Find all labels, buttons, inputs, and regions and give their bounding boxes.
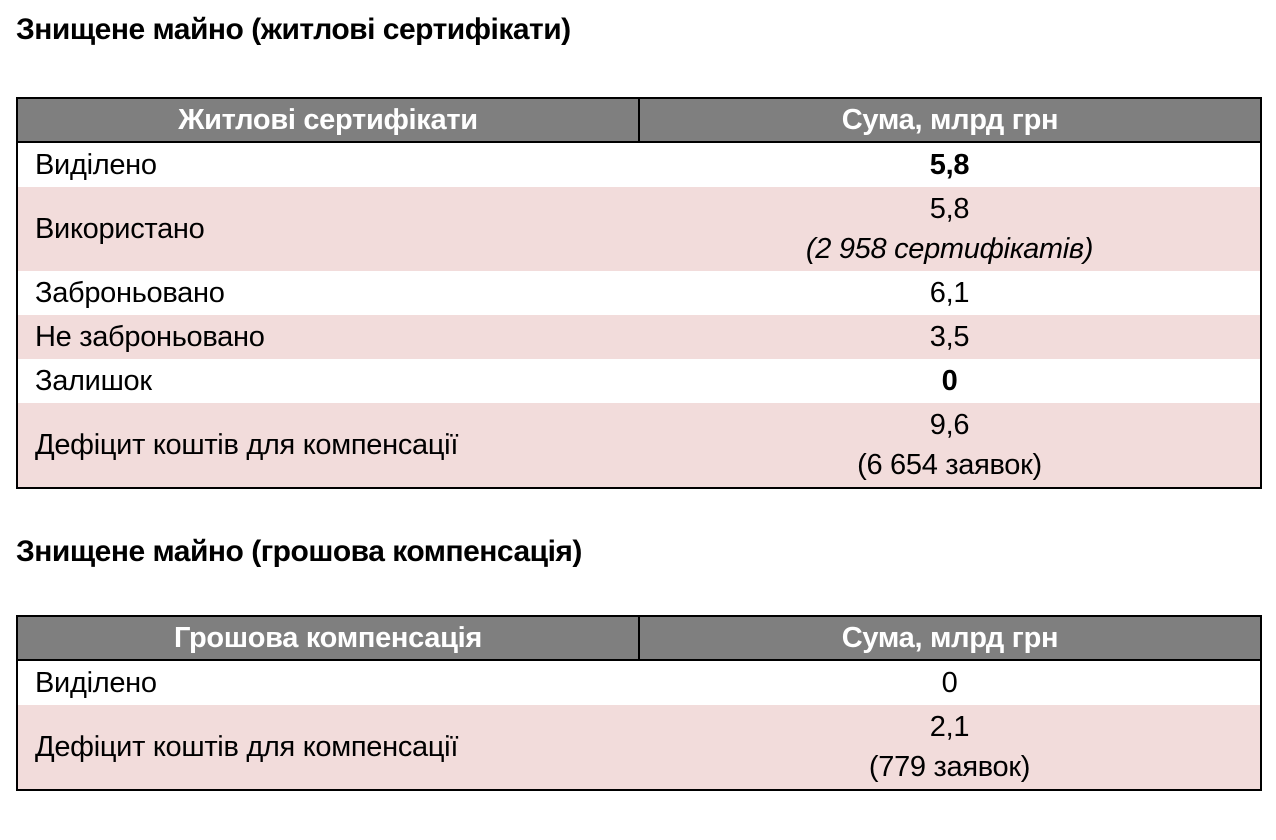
value-text: 0 [941,365,958,397]
housing-certificates-table [16,97,1262,489]
value-text: 9,6 [929,409,970,441]
header-cell-category: Грошова компенсація [17,616,639,660]
header-row [17,98,1261,142]
section-monetary-compensation [16,534,1260,791]
value-text: 3,5 [929,321,970,353]
table-row [17,187,1261,271]
header-row [17,616,1261,660]
table-body [17,660,1261,790]
section-housing-certificates [16,12,1260,489]
value-text: 5,8 [929,193,970,225]
value-note: (779 заявок) [868,751,1031,783]
table-row [17,142,1261,187]
row-label: Дефіцит коштів для компенсації [35,429,459,461]
row-value [639,142,1261,187]
row-value [639,705,1261,790]
row-value [639,660,1261,705]
table-row [17,359,1261,403]
table-row [17,403,1261,488]
row-value [639,271,1261,315]
row-value [639,187,1261,271]
header-cell-amount: Сума, млрд грн [639,616,1261,660]
value-text: 5,8 [929,149,970,181]
section-title-monetary-compensation: Знищене майно (грошова компенсація) [16,535,582,568]
row-label: Не заброньовано [35,321,265,353]
row-label: Заброньовано [35,277,225,309]
row-label: Виділено [35,667,157,699]
header-cell-amount: Сума, млрд грн [639,98,1261,142]
table-row [17,271,1261,315]
value-note: (6 654 заявок) [857,449,1042,481]
table-header [17,98,1261,142]
section-title-housing-certificates: Знищене майно (житлові сертифікати) [16,13,571,46]
table-row [17,705,1261,790]
row-value [639,315,1261,359]
value-text: 6,1 [929,277,970,309]
value-text: 2,1 [929,711,970,743]
header-cell-category: Житлові сертифікати [17,98,639,142]
table-body [17,142,1261,488]
monetary-compensation-table [16,615,1262,791]
row-label: Виділено [35,149,157,181]
row-label: Дефіцит коштів для компенсації [35,731,459,763]
table-row [17,315,1261,359]
value-note: (2 958 сертифікатів) [805,233,1094,265]
table-header [17,616,1261,660]
row-label: Використано [35,213,205,245]
table-row [17,660,1261,705]
row-value [639,403,1261,488]
row-label: Залишок [35,365,152,397]
row-value [639,359,1261,403]
value-text: 0 [941,667,958,699]
